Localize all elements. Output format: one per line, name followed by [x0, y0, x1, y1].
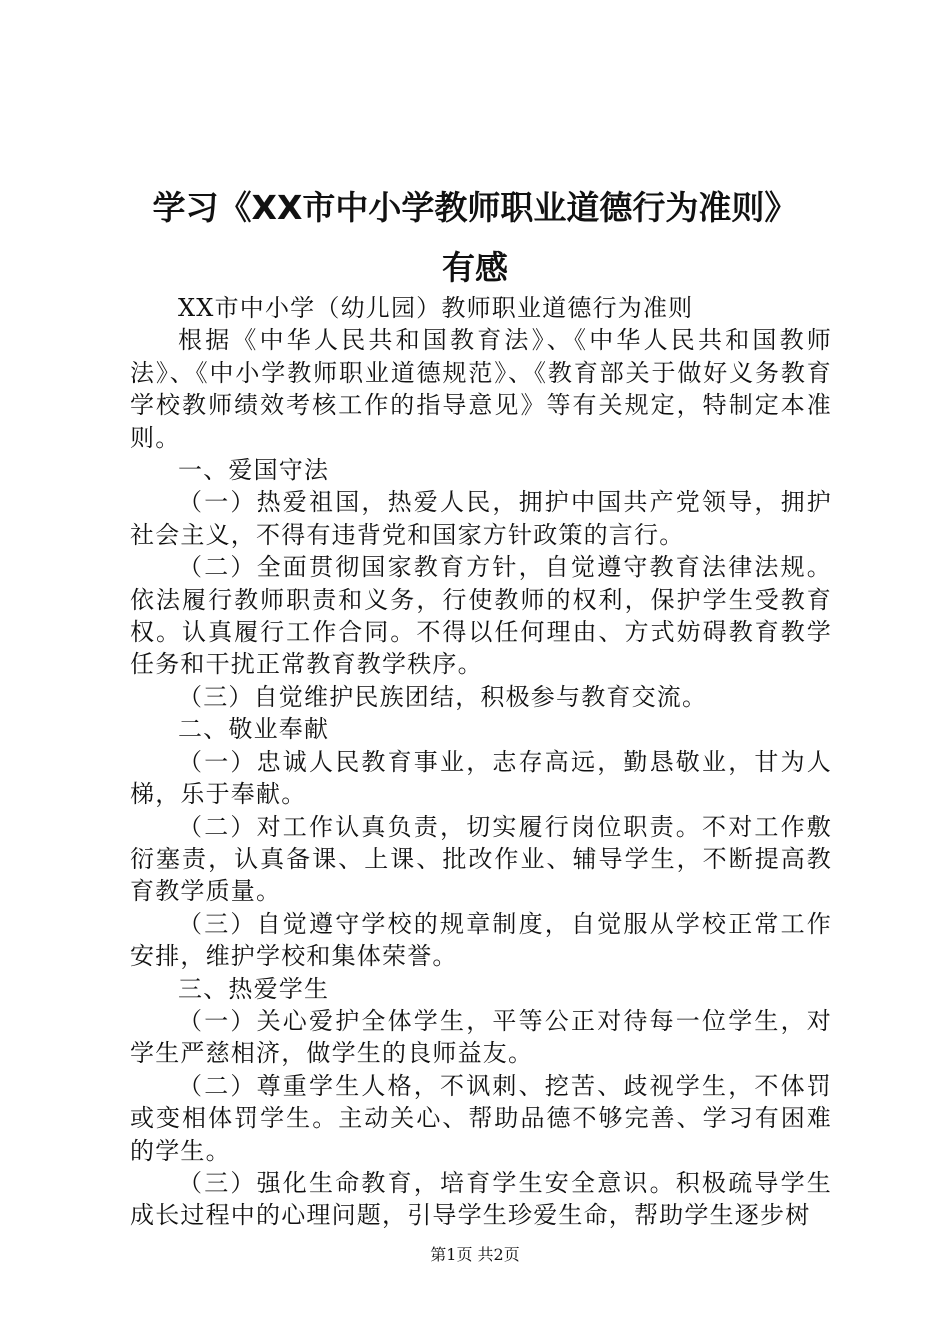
page-footer: 第1页 共2页	[430, 1245, 520, 1264]
section-heading-2: 二、敬业奉献	[178, 715, 330, 744]
section-heading-1: 一、爱国守法	[178, 456, 330, 485]
document-title-line1: 学习《XX市中小学教师职业道德行为准则》	[152, 188, 798, 227]
paragraph: （二）全面贯彻国家教育方针，自觉遵守教育法律法规。依法履行教师职责和义务，行使教师的权利，保护学生受教育权。认真履行工作合同。不得以任何理由、方式妨碍教育教学任务和干扰正常教育教学秩序。	[130, 553, 832, 679]
paragraph: （一）忠诚人民教育事业，志存高远，勤恳敬业，甘为人梯，乐于奉献。	[130, 747, 832, 809]
paragraph: （三）自觉遵守学校的规章制度，自觉服从学校正常工作安排，维护学校和集体荣誉。	[130, 909, 832, 971]
paragraph: （一）热爱祖国，热爱人民，拥护中国共产党领导，拥护社会主义，不得有违背党和国家方针政策的言行。	[130, 488, 832, 549]
document-title-line2: 有感	[442, 248, 508, 287]
paragraph-subtitle: XX市中小学（幼儿园）教师职业道德行为准则	[178, 294, 694, 322]
paragraph-intro: 根据《中华人民共和国教育法》、《中华人民共和国教师法》、《中小学教师职业道德规范》、《教育部关于做好义务教育学校教师绩效考核工作的指导意见》等有关规定，特制定本准则。	[130, 326, 832, 452]
paragraph: （一）关心爱护全体学生，平等公正对待每一位学生，对学生严慈相济，做学生的良师益友。	[130, 1006, 832, 1068]
paragraph: （二）对工作认真负责，切实履行岗位职责。不对工作敷衍塞责，认真备课、上课、批改作业、辅导学生，不断提高教育教学质量。	[130, 812, 832, 906]
paragraph: （二）尊重学生人格，不讽刺、挖苦、歧视学生，不体罚或变相体罚学生。主动关心、帮助品德不够完善、学习有困难的学生。	[130, 1071, 832, 1165]
paragraph: （三）自觉维护民族团结，积极参与教育交流。	[178, 682, 708, 711]
document-body	[130, 292, 832, 1232]
paragraph: （三）强化生命教育，培育学生安全意识。积极疏导学生成长过程中的心理问题，引导学生珍爱生命，帮助学生逐步树	[130, 1168, 832, 1230]
section-heading-3: 三、热爱学生	[178, 974, 330, 1003]
